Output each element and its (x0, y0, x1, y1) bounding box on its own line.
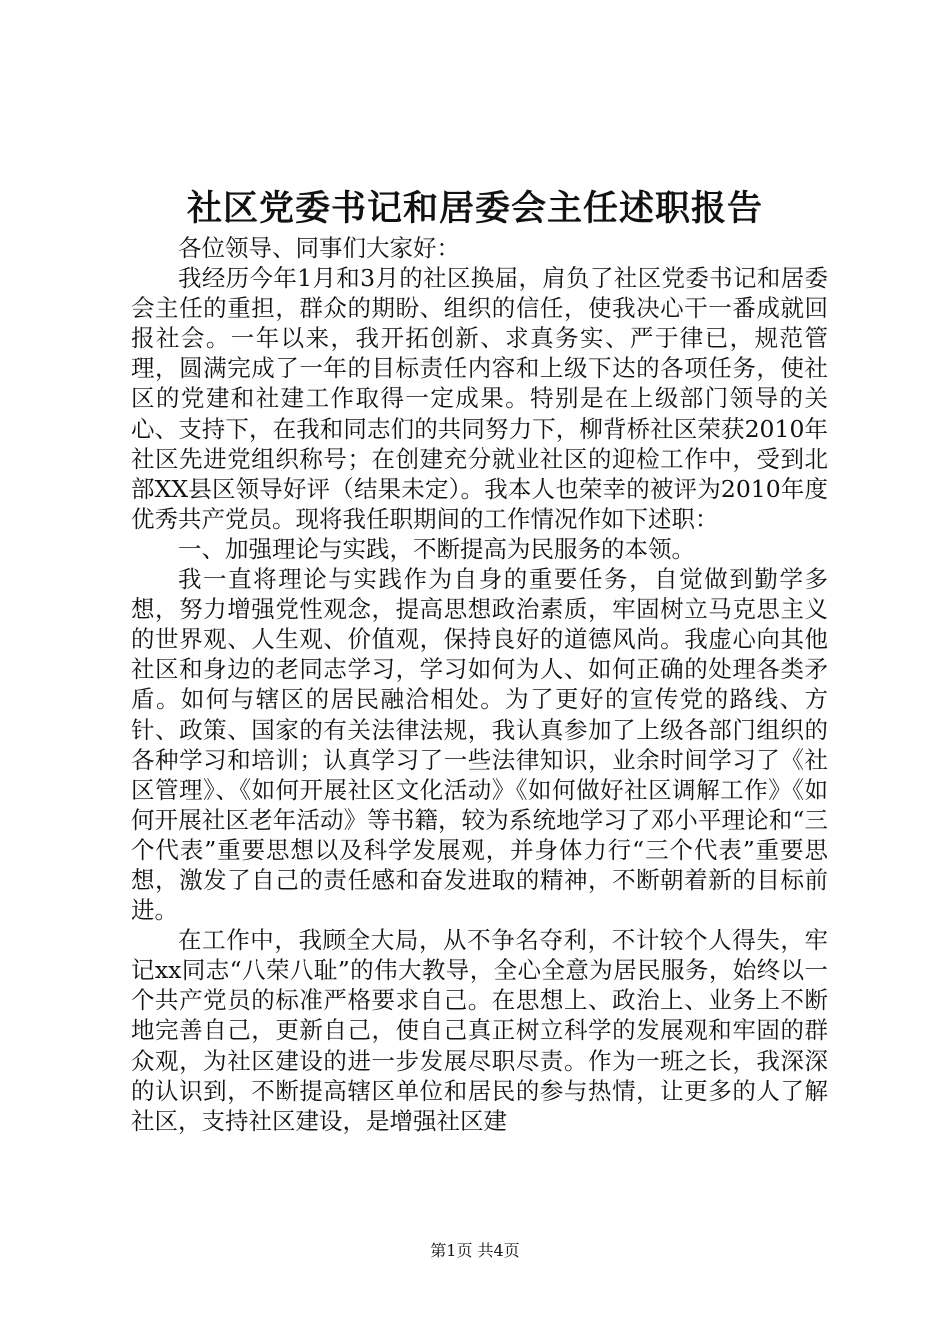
paragraph: 我经历今年1月和3月的社区换届，肩负了社区党委书记和居委会主任的重担，群众的期盼、组织的信任，使我决心干一番成就回报社会。一年以来，我开拓创新、求真务实、严于律已，规范管理，圆满完成了一年的目标责任内容和上级下达的各项任务，使社区的党建和社建工作取得一定成果。特别是在上级部门领导的关心、支持下，在我和同志们的共同努力下，柳背桥社区荣获2010年社区先进党组织称号；在创建充分就业社区的迎检工作中，受到北部XX县区领导好评（结果未定）。我本人也荣幸的被评为2010年度优秀共产党员。现将我任职期间的工作情况作如下述职： (131, 264, 828, 533)
document-title: 社区党委书记和居委会主任述职报告 (186, 188, 763, 229)
paragraph: 在工作中，我顾全大局，从不争名夺利，不计较个人得失，牢记xx同志“八荣八耻”的伟大教导，全心全意为居民服务，始终以一个共产党员的标准严格要求自己。在思想上、政治上、业务上不断地完善自己，更新自己，使自己真正树立科学的发展观和牢固的群众观，为社区建设的进一步发展尽职尽责。作为一班之长，我深深的认识到，不断提高辖区单位和居民的参与热情，让更多的人了解社区，支持社区建设，是增强社区建 (131, 926, 828, 1135)
paragraph: 我一直将理论与实践作为自身的重要任务，自觉做到勤学多想，努力增强党性观念，提高思想政治素质，牢固树立马克思主义的世界观、人生观、价值观，保持良好的道德风尚。我虚心向其他社区和身边的老同志学习，学习如何为人、如何正确的处理各类矛盾。如何与辖区的居民融洽相处。为了更好的宣传党的路线、方针、政策、国家的有关法律法规，我认真参加了上级各部门组织的各种学习和培训；认真学习了一些法律知识，业余时间学习了《社区管理》、《如何开展社区文化活动》《如何做好社区调解工作》《如何开展社区老年活动》等书籍，较为系统地学习了邓小平理论和“三个代表”重要思想以及科学发展观，并身体力行“三个代表”重要思想，激发了自己的责任感和奋发进取的精神，不断朝着新的目标前进。 (131, 565, 828, 925)
page-number-footer: 第1页 共4页 (430, 1241, 520, 1260)
section-heading: 一、加强理论与实践，不断提高为民服务的本领。 (178, 534, 695, 563)
document-body (131, 233, 828, 1136)
paragraph-greeting: 各位领导、同事们大家好： (178, 234, 460, 262)
